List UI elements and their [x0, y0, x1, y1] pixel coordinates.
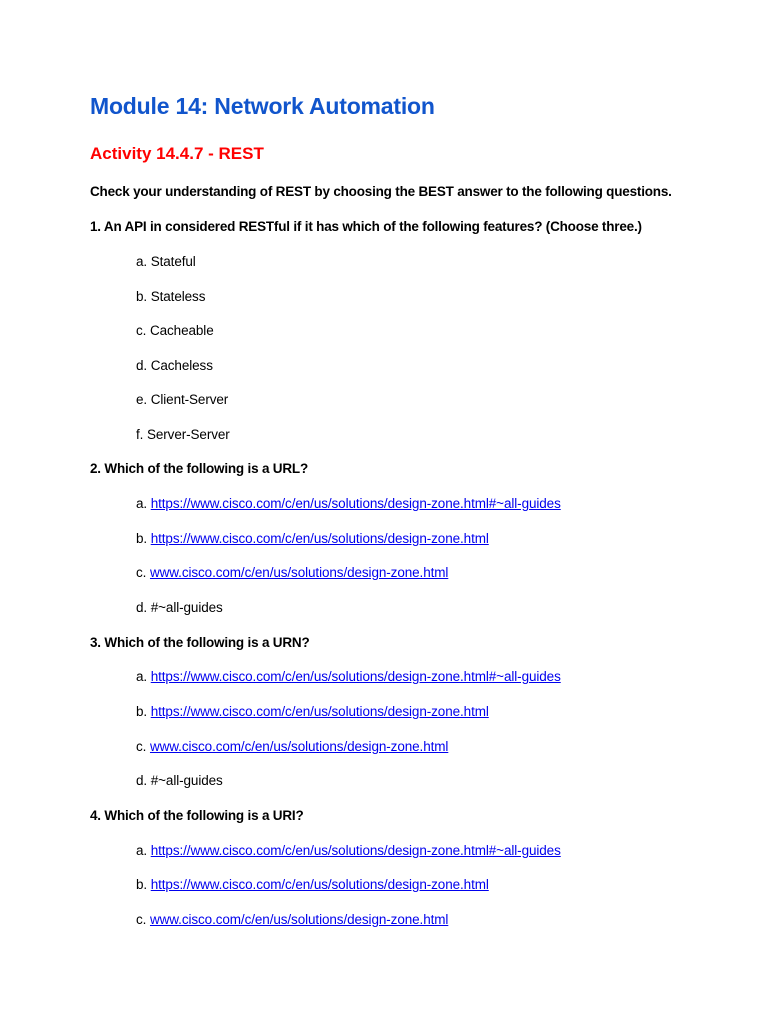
option-letter: f. — [136, 427, 144, 442]
option-4b — [136, 877, 489, 892]
option-text: Cacheless — [150, 358, 213, 373]
intro-text: Check your understanding of REST by choosing the BEST answer to the following questions. — [90, 184, 672, 199]
option-text: Stateful — [150, 254, 196, 269]
option-letter: a. — [136, 843, 148, 858]
option-4c — [136, 912, 448, 927]
url-link[interactable]: https://www.cisco.com/c/en/us/solutions/design-zone.html#~all-guides — [150, 669, 561, 684]
option-1e — [136, 392, 228, 407]
option-letter: c. — [136, 912, 147, 927]
url-link[interactable]: www.cisco.com/c/en/us/solutions/design-zone.html — [149, 739, 449, 754]
option-3d — [136, 773, 223, 788]
option-2c — [136, 565, 448, 580]
option-2b — [136, 531, 489, 546]
option-letter: b. — [136, 704, 148, 719]
url-link[interactable]: https://www.cisco.com/c/en/us/solutions/design-zone.html — [150, 531, 489, 546]
url-link[interactable]: https://www.cisco.com/c/en/us/solutions/design-zone.html#~all-guides — [150, 843, 561, 858]
option-3c — [136, 739, 448, 754]
option-text: Stateless — [150, 289, 206, 304]
question-1: 1. An API in considered RESTful if it has which of the following features? (Choose three.) — [90, 219, 642, 234]
option-letter: c. — [136, 739, 147, 754]
option-4a — [136, 843, 561, 858]
question-4: 4. Which of the following is a URI? — [90, 808, 304, 823]
option-3a — [136, 669, 561, 684]
url-link[interactable]: www.cisco.com/c/en/us/solutions/design-zone.html — [149, 565, 449, 580]
url-link[interactable]: https://www.cisco.com/c/en/us/solutions/design-zone.html#~all-guides — [150, 496, 561, 511]
option-3b — [136, 704, 489, 719]
option-1d — [136, 358, 213, 373]
option-letter: d. — [136, 600, 148, 615]
option-letter: b. — [136, 531, 148, 546]
question-3: 3. Which of the following is a URN? — [90, 635, 310, 650]
option-text: Client-Server — [150, 392, 229, 407]
url-link[interactable]: www.cisco.com/c/en/us/solutions/design-zone.html — [149, 912, 449, 927]
activity-title: Activity 14.4.7 - REST — [90, 144, 264, 163]
option-letter: a. — [136, 669, 148, 684]
option-letter: c. — [136, 565, 147, 580]
option-letter: a. — [136, 254, 148, 269]
option-letter: b. — [136, 877, 148, 892]
option-text: Cacheable — [149, 323, 214, 338]
option-1a — [136, 254, 196, 269]
url-link[interactable]: https://www.cisco.com/c/en/us/solutions/design-zone.html — [150, 877, 489, 892]
question-2: 2. Which of the following is a URL? — [90, 461, 308, 476]
option-letter: d. — [136, 773, 148, 788]
option-letter: a. — [136, 496, 148, 511]
url-link[interactable]: https://www.cisco.com/c/en/us/solutions/design-zone.html — [150, 704, 489, 719]
option-letter: c. — [136, 323, 147, 338]
option-1b — [136, 289, 205, 304]
option-letter: d. — [136, 358, 148, 373]
option-1c — [136, 323, 214, 338]
option-letter: e. — [136, 392, 148, 407]
option-2a — [136, 496, 561, 511]
option-text: #~all-guides — [150, 600, 223, 615]
option-letter: b. — [136, 289, 148, 304]
module-title: Module 14: Network Automation — [90, 93, 435, 119]
option-1f — [136, 427, 230, 442]
option-text: Server-Server — [146, 427, 230, 442]
option-2d — [136, 600, 223, 615]
option-text: #~all-guides — [150, 773, 223, 788]
